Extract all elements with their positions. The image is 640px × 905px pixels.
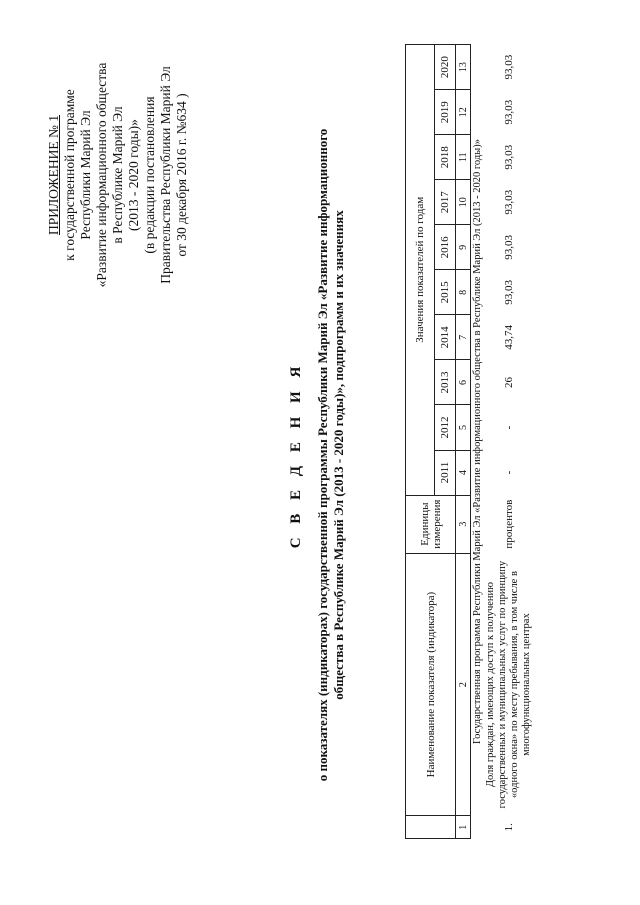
column-number: 1 xyxy=(456,816,471,839)
value-2019: 93,03 xyxy=(503,99,515,125)
column-number: 6 xyxy=(456,360,471,405)
column-number: 9 xyxy=(456,225,471,270)
header-year: 2016 xyxy=(435,225,456,270)
value-2012: - xyxy=(503,425,515,430)
header-year: 2019 xyxy=(435,90,456,135)
appendix-line: к государственной программе xyxy=(62,89,77,261)
header-year: 2015 xyxy=(435,270,456,315)
header-unit-line2: измерения xyxy=(430,499,443,549)
value-2016: 93,03 xyxy=(503,234,515,260)
value-2013: 26 xyxy=(503,376,515,388)
header-unit-line1: Единицы xyxy=(418,502,431,546)
value-2017: 93,03 xyxy=(503,189,515,215)
header-unit xyxy=(406,495,456,553)
column-number: 7 xyxy=(456,315,471,360)
header-year: 2014 xyxy=(435,315,456,360)
table-header-row xyxy=(406,45,435,839)
program-title: Государственная программа Республики Марий Эл «Развитие информационного общества в Республике Марий Эл (2013 - 2020 годы)» xyxy=(472,139,483,744)
header-year: 2012 xyxy=(435,405,456,450)
program-row xyxy=(471,45,485,839)
column-number: 4 xyxy=(456,450,471,495)
header-year: 2018 xyxy=(435,135,456,180)
value-2020: 93,03 xyxy=(503,54,515,80)
column-number: 3 xyxy=(456,495,471,553)
heading-title: С В Е Д Е Н И Я xyxy=(288,361,304,549)
header-year: 2020 xyxy=(435,45,456,90)
heading-subtitle-line1: о показателях (индикаторах) государственной программы Республики Марий Эл «Развитие информационного xyxy=(315,128,330,782)
column-number: 11 xyxy=(456,135,471,180)
header-indicator-name: Наименование показателя (индикатора) xyxy=(406,553,456,816)
row-number: 1. xyxy=(503,823,515,832)
column-number: 13 xyxy=(456,45,471,90)
document-heading xyxy=(288,45,347,865)
appendix-line: (2013 - 2020 годы)» xyxy=(126,119,141,231)
appendix-block xyxy=(46,5,190,345)
appendix-line: Правительства Республики Марий Эл xyxy=(158,66,173,284)
column-number: 12 xyxy=(456,90,471,135)
value-2011: - xyxy=(503,470,515,475)
column-number: 2 xyxy=(456,553,471,816)
table-row xyxy=(484,45,534,839)
appendix-line: ПРИЛОЖЕНИЕ № 1 xyxy=(46,114,61,236)
header-year: 2017 xyxy=(435,180,456,225)
column-number: 10 xyxy=(456,180,471,225)
indicator-unit: процентов xyxy=(503,499,515,549)
value-2018: 93,03 xyxy=(503,144,515,170)
header-values-by-year: Значения показателей по годам xyxy=(406,45,435,496)
indicators-table xyxy=(405,44,534,839)
header-year: 2013 xyxy=(435,360,456,405)
value-2015: 93,03 xyxy=(503,280,515,305)
appendix-line: «Развитие информационного общества xyxy=(94,62,109,288)
appendix-line: в Республике Марий Эл xyxy=(110,106,125,244)
column-number-row xyxy=(456,45,471,839)
heading-subtitle-line2: общества в Республике Марий Эл (2013 - 2020 годы)», подпрограмм и их значениях xyxy=(331,210,346,700)
header-year: 2011 xyxy=(435,450,456,495)
header-num xyxy=(406,816,456,839)
appendix-line: Республики Марий Эл xyxy=(78,110,93,240)
indicator-name: Доля граждан, имеющих доступ к получению государственных и муниципальных услуг по принципу «одного окна» по месту пребывания, в том числе в многофункциональных центрах xyxy=(485,560,532,809)
column-number: 8 xyxy=(456,270,471,315)
column-number: 5 xyxy=(456,405,471,450)
appendix-line: (в редакции постановления xyxy=(142,96,157,254)
value-2014: 43,74 xyxy=(503,325,515,350)
appendix-line: от 30 декабря 2016 г. №634 ) xyxy=(174,93,189,257)
